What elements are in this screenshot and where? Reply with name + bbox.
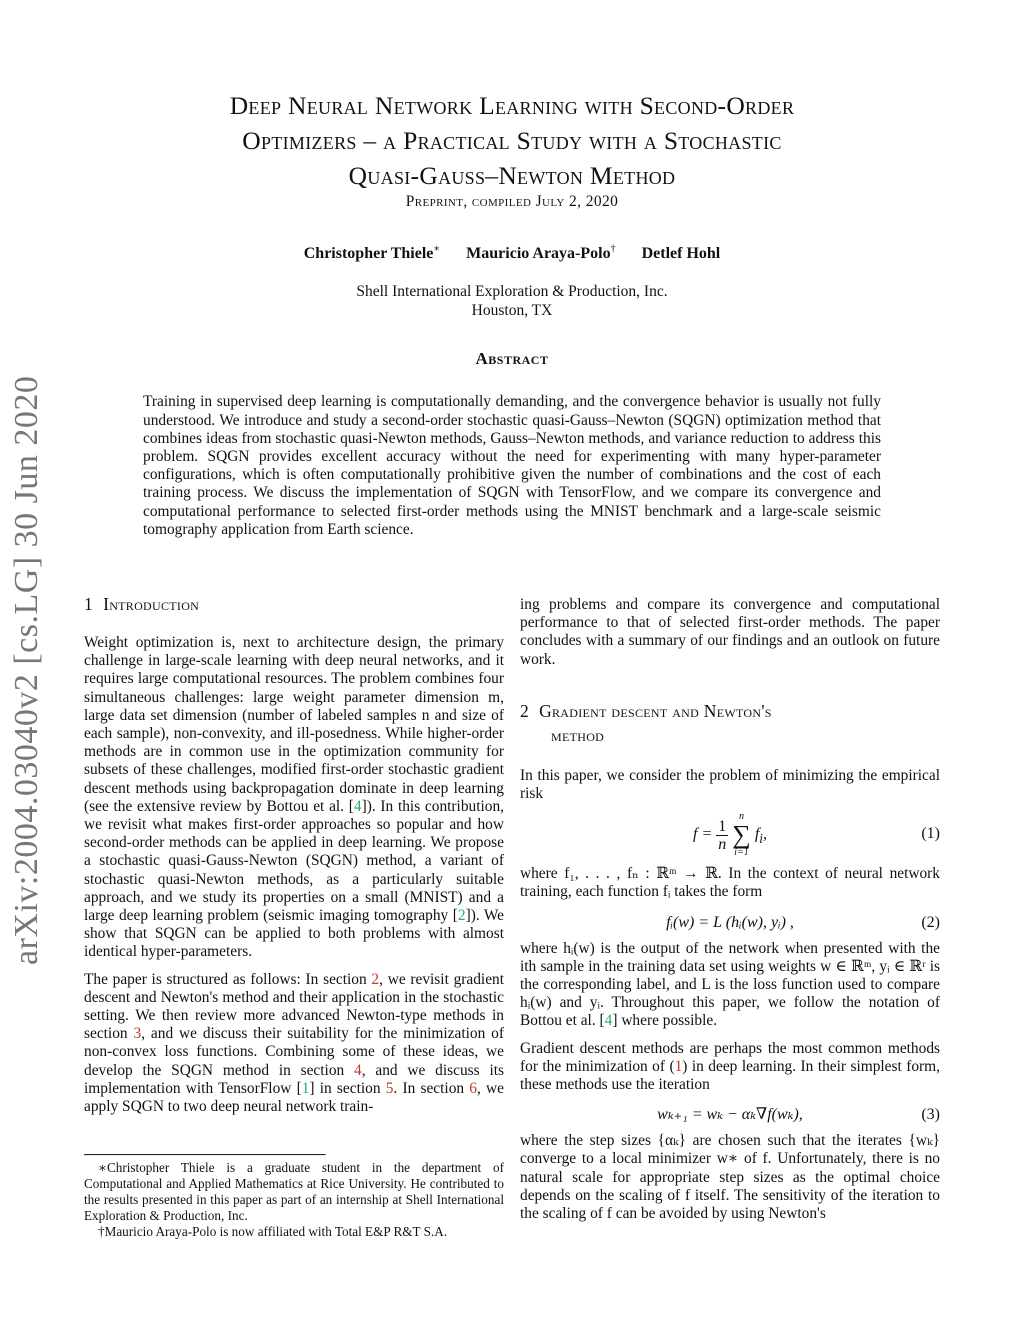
title-line-2: Optimizers – a Practical Study with a Stochastic xyxy=(242,126,782,155)
section-link[interactable]: 2 xyxy=(371,970,380,988)
equation-number: (1) xyxy=(921,825,940,843)
title-line-1: Deep Neural Network Learning with Second-Order xyxy=(229,91,795,120)
section-2-paragraph-5: where the step sizes {αₖ} are chosen such that the iterates {wₖ} converge to a local minimizer w∗ of f. Unfortunately, there is no natural scale for appropriate step sizes as the optimal choice depends on the scaling of f itself. The sensitivity of the iteration to the scaling of f can be avoided by using Newton's xyxy=(520,1132,940,1223)
equation-number: (3) xyxy=(921,1106,940,1124)
citation-link[interactable]: 4 xyxy=(604,1012,613,1030)
section-link[interactable]: 4 xyxy=(354,1061,362,1079)
section-link[interactable]: 5 xyxy=(385,1079,394,1097)
preprint-date: Preprint, compiled July 2, 2020 xyxy=(405,193,619,210)
citation-link[interactable]: 2 xyxy=(457,907,466,925)
right-column xyxy=(520,596,940,1223)
section-2-paragraph-4: Gradient descent methods are perhaps the most common methods for the minimization of (1) in deep learning. In their simplest form, these methods use the iteration xyxy=(520,1039,941,1094)
equation-1: f = $\frac{1}{n}$ n ∑ i=1 $f_i$, (1) xyxy=(693,811,940,859)
section-2-heading: 2 Gradient descent and Newton's xyxy=(520,700,772,721)
equation-link[interactable]: 1 xyxy=(674,1057,683,1075)
abstract-text: Training in supervised deep learning is computationally demanding, and the convergence behavior is usually not fully understood. We introduce and study a second-order stochastic quasi-Gauss–Newton (SQGN) optimization method that combines ideas from stochastic quasi-Newton methods, Gauss–Newton methods, and variance reduction to address this problem. SQGN provides excellent accuracy without the need for experimenting with many hyper-parameter configurations, which is often computationally prohibitive given the number of combinations and the cost of each training process. We discuss the implementation of SQGN with TensorFlow, and we compare its convergence and computational performance to selected first-order methods using the MNIST benchmark and a large-scale seismic tomography application from Earth science. xyxy=(143,393,881,538)
citation-link[interactable]: 1 xyxy=(301,1079,310,1097)
section-2-heading-cont: method xyxy=(551,724,605,745)
affiliation-org: Shell International Exploration & Production, Inc. xyxy=(356,283,668,300)
footnote-1: ∗Christopher Thiele is a graduate student in the department of Computational and Applied Mathematics at Rice University. He contributed to the results presented in this paper as part of an internship at Shell International Exploration & Production, Inc. xyxy=(84,1160,504,1223)
author: Christopher Thiele∗ xyxy=(303,244,441,263)
footnotes xyxy=(84,1154,504,1240)
section-2-paragraph-3: where hᵢ(w) is the output of the network when presented with the ith sample in the training data set using weights w ∈ ℝᵐ, yᵢ ∈ ℝʳ is the corresponding label, and L is the loss function used to compare hᵢ(w) and yᵢ. Throughout this paper, we follow the notation of Bottou et al. [4] where possible. xyxy=(520,939,940,1030)
abstract-heading: Abstract xyxy=(475,349,549,368)
author: Mauricio Araya-Polo† xyxy=(466,244,616,263)
equation-3: wₖ₊₁ = wₖ − αₖ∇f(wₖ), (3) xyxy=(657,1106,940,1124)
title-line-3: Quasi-Gauss–Newton Method xyxy=(348,161,676,190)
citation-link[interactable]: 4 xyxy=(353,797,362,815)
section-link[interactable]: 3 xyxy=(133,1025,142,1043)
section-2-paragraph-2: where f₁, . . . , fₙ : ℝᵐ → ℝ. In the context of neural network training, each function fᵢ takes the form xyxy=(520,865,940,901)
intro-paragraph-1: Weight optimization is, next to architecture design, the primary challenge in large-scale learning with deep neural networks, and it requires large computational resources. The problem combines four simultaneous challenges: large weight parameter dimension m, large data set dimension (number of labeled samples n and size of each sample), non-convexity, and ill-posedness. While higher-order methods are in common use in the optimization community for subsets of these challenges, modified first-order stochastic gradient descent methods using backpropagation dominate in deep learning (see the extensive review by Bottou et al. [4]). In this contribution, we revisit what makes first-order approaches so popular and how second-order methods can be applied in deep learning. We propose a stochastic quasi-Gauss-Newton (SQGN) method, a variant of stochastic quasi-Newton methods, as a particularly suitable approach, and we study its properties on a small (MNIST) and a large deep learning problem (seismic imaging tomography [2]). We show that SQGN can be applied to both problems with almost identical hyper-parameters. xyxy=(84,634,504,961)
intro-paragraph-2: The paper is structured as follows: In section 2, we revisit gradient descent and Newton's method and their application in the stochastic setting. We then review more advanced Newton-type methods in section 3, and we discuss their suitability for the minimization of non-convex loss functions. Combining some of these ideas, we develop the SQGN method in section 4, and we discuss its implementation with TensorFlow [1] in section 5. In section 6, we apply SQGN to two deep neural network train- xyxy=(84,970,504,1116)
affiliation-city: Houston, TX xyxy=(471,302,553,319)
equation-number: (2) xyxy=(921,913,940,931)
paper-title xyxy=(100,88,924,193)
section-link[interactable]: 6 xyxy=(469,1079,477,1097)
arxiv-side-stamp: arXiv:2004.03040v2 [cs.LG] 30 Jun 2020 xyxy=(8,375,45,965)
left-column xyxy=(84,592,504,1116)
intro-continued: ing problems and compare its convergence and computational performance to that of selected first-order methods. The paper concludes with a summary of our findings and an outlook on future work. xyxy=(520,596,940,668)
author: Detlef Hohl xyxy=(641,245,721,263)
section-1-heading: 1 Introduction xyxy=(84,594,200,614)
equation-2: fᵢ(w) = L (hᵢ(w), yᵢ) , (2) xyxy=(666,913,940,931)
footnote-rule xyxy=(84,1154,326,1156)
summation: n ∑ i=1 xyxy=(732,811,751,859)
fraction: $\frac{1}{n}$ xyxy=(718,817,727,853)
affiliation xyxy=(100,282,924,320)
author-list xyxy=(100,244,924,263)
footnote-2: †Mauricio Araya-Polo is now affiliated with Total E&P R&T S.A. xyxy=(98,1224,448,1239)
section-2-paragraph-1: In this paper, we consider the problem of minimizing the empirical risk xyxy=(520,766,940,803)
